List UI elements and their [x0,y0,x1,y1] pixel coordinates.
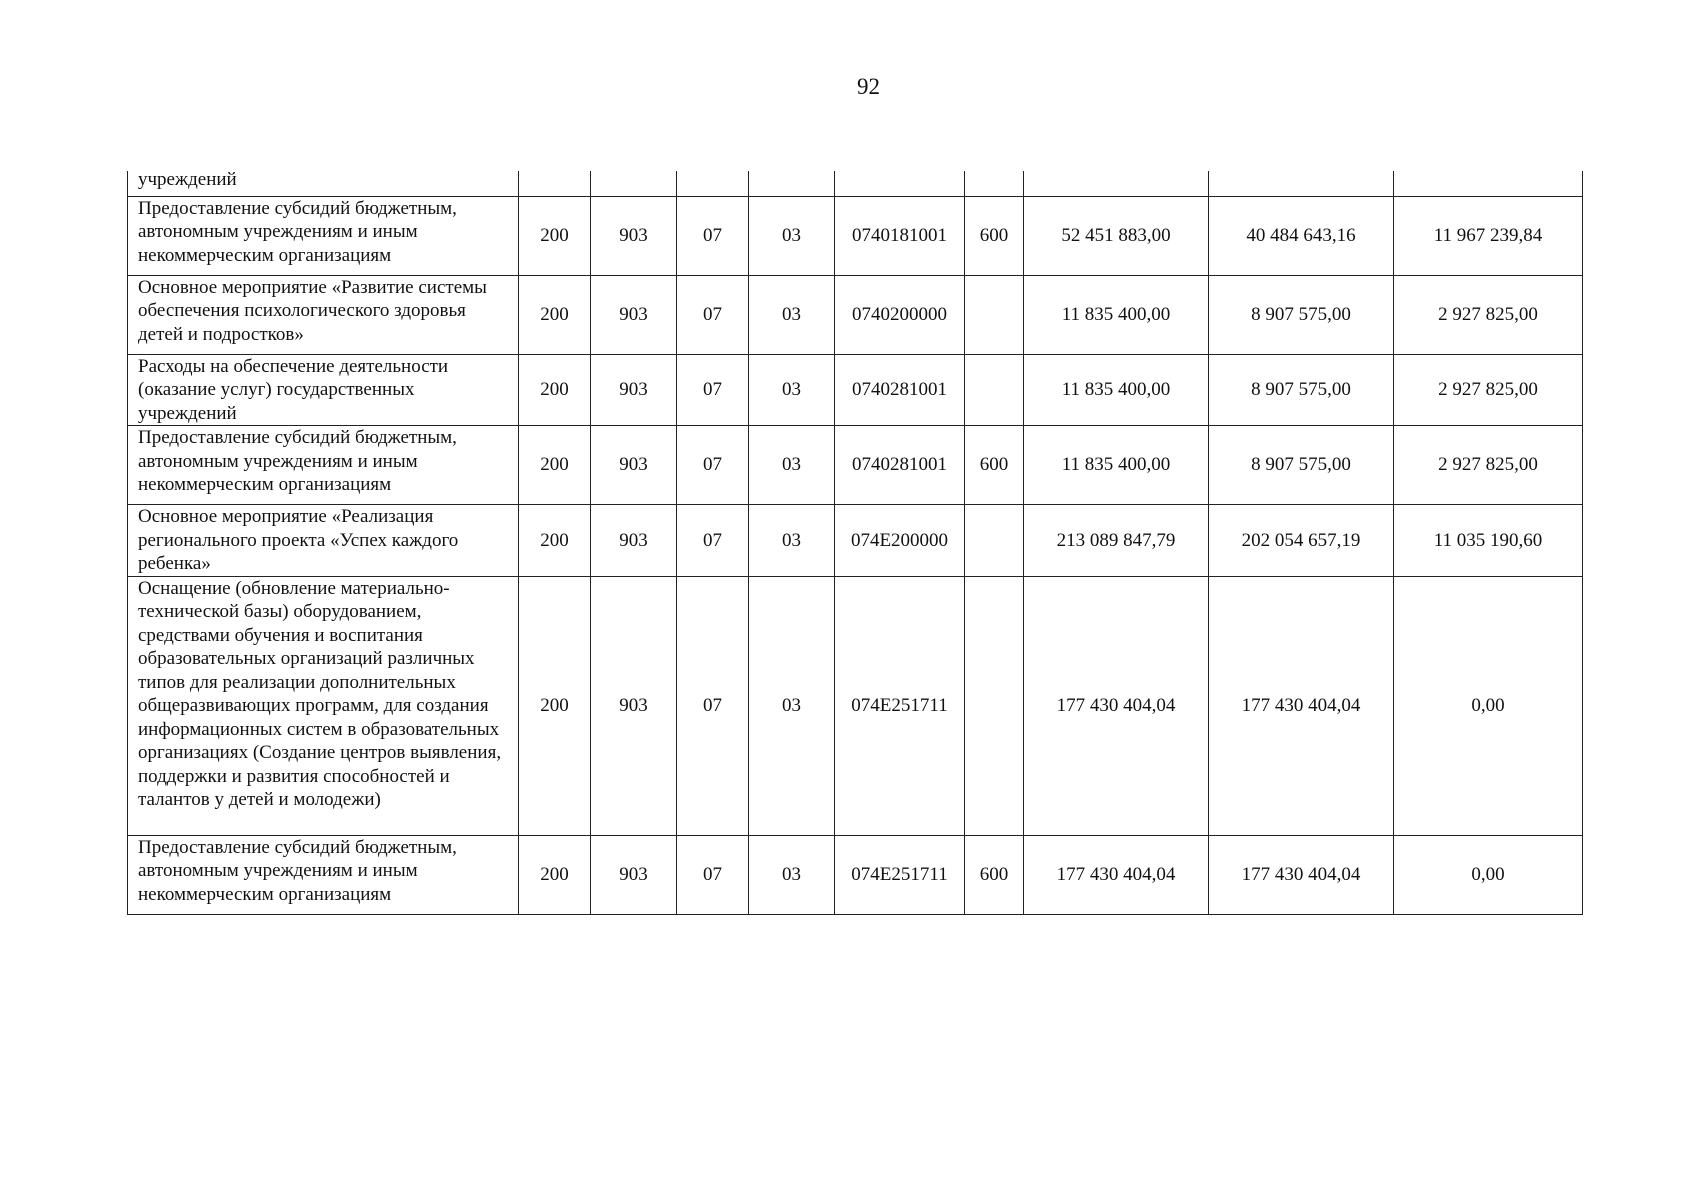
cell-c5 [835,171,965,196]
cell-c3: 07 [677,196,749,275]
cell-c9 [1394,171,1583,196]
expense-name: учреждений [128,171,519,196]
cell-c7: 11 835 400,00 [1024,275,1209,354]
cell-c1: 200 [519,505,591,577]
cell-c7: 11 835 400,00 [1024,354,1209,426]
cell-c8: 8 907 575,00 [1209,354,1394,426]
cell-c2: 903 [591,275,677,354]
cell-c6 [965,354,1024,426]
expense-name: Расходы на обеспечение деятельности (оказание услуг) государственных учреждений [128,354,519,426]
cell-c5: 074E200000 [835,505,965,577]
cell-c5: 0740200000 [835,275,965,354]
table-row [128,196,1583,275]
cell-c6 [965,505,1024,577]
cell-c6 [965,171,1024,196]
cell-c5: 0740181001 [835,196,965,275]
cell-c1: 200 [519,576,591,835]
table-row [128,171,1583,196]
cell-c3: 07 [677,275,749,354]
cell-c8: 40 484 643,16 [1209,196,1394,275]
cell-c7: 52 451 883,00 [1024,196,1209,275]
cell-c4: 03 [749,196,835,275]
page-number: 92 [857,74,880,99]
table-row [128,835,1583,914]
cell-c2: 903 [591,505,677,577]
expense-name: Основное мероприятие «Реализация регионального проекта «Успех каждого ребенка» [128,505,519,577]
budget-table [127,171,1583,915]
cell-c8 [1209,171,1394,196]
cell-c6: 600 [965,426,1024,505]
cell-c1 [519,171,591,196]
cell-c1: 200 [519,196,591,275]
cell-c4: 03 [749,505,835,577]
expense-name: Предоставление субсидий бюджетным, автономным учреждениям и иным некоммерческим организациям [128,426,519,505]
cell-c6 [965,275,1024,354]
cell-c4 [749,171,835,196]
cell-c9: 2 927 825,00 [1394,426,1583,505]
cell-c9: 11 967 239,84 [1394,196,1583,275]
cell-c2: 903 [591,196,677,275]
cell-c2: 903 [591,576,677,835]
cell-c9: 0,00 [1394,576,1583,835]
table-row [128,576,1583,835]
cell-c6: 600 [965,835,1024,914]
table-row [128,426,1583,505]
table-row [128,505,1583,577]
cell-c3: 07 [677,354,749,426]
cell-c2: 903 [591,354,677,426]
expense-name: Оснащение (обновление материально-технической базы) оборудованием, средствами обучения и воспитания образовательных организаций различных типов для реализации дополнительных общеразвивающих программ, для создания информационных систем в образовательных организациях (Создание центров выявления, поддержки и развития способностей и талантов у детей и молодежи) [128,576,519,835]
cell-c5: 074E251711 [835,835,965,914]
cell-c3: 07 [677,426,749,505]
cell-c1: 200 [519,275,591,354]
expense-name: Основное мероприятие «Развитие системы обеспечения психологического здоровья детей и подростков» [128,275,519,354]
table-row [128,354,1583,426]
expense-name: Предоставление субсидий бюджетным, автономным учреждениям и иным некоммерческим организациям [128,835,519,914]
cell-c3: 07 [677,505,749,577]
cell-c5: 074E251711 [835,576,965,835]
cell-c4: 03 [749,426,835,505]
cell-c2: 903 [591,426,677,505]
cell-c3: 07 [677,576,749,835]
cell-c8: 177 430 404,04 [1209,835,1394,914]
cell-c1: 200 [519,426,591,505]
cell-c4: 03 [749,835,835,914]
cell-c3 [677,171,749,196]
cell-c4: 03 [749,275,835,354]
cell-c5: 0740281001 [835,426,965,505]
cell-c8: 177 430 404,04 [1209,576,1394,835]
cell-c9: 0,00 [1394,835,1583,914]
cell-c2 [591,171,677,196]
cell-c1: 200 [519,354,591,426]
cell-c7 [1024,171,1209,196]
cell-c8: 8 907 575,00 [1209,426,1394,505]
cell-c7: 177 430 404,04 [1024,576,1209,835]
cell-c6 [965,576,1024,835]
cell-c7: 177 430 404,04 [1024,835,1209,914]
cell-c9: 2 927 825,00 [1394,275,1583,354]
cell-c7: 213 089 847,79 [1024,505,1209,577]
cell-c2: 903 [591,835,677,914]
cell-c7: 11 835 400,00 [1024,426,1209,505]
cell-c4: 03 [749,354,835,426]
cell-c8: 202 054 657,19 [1209,505,1394,577]
table-row [128,275,1583,354]
cell-c6: 600 [965,196,1024,275]
cell-c1: 200 [519,835,591,914]
expense-name: Предоставление субсидий бюджетным, автономным учреждениям и иным некоммерческим организациям [128,196,519,275]
cell-c8: 8 907 575,00 [1209,275,1394,354]
cell-c9: 2 927 825,00 [1394,354,1583,426]
cell-c4: 03 [749,576,835,835]
cell-c5: 0740281001 [835,354,965,426]
cell-c3: 07 [677,835,749,914]
cell-c9: 11 035 190,60 [1394,505,1583,577]
